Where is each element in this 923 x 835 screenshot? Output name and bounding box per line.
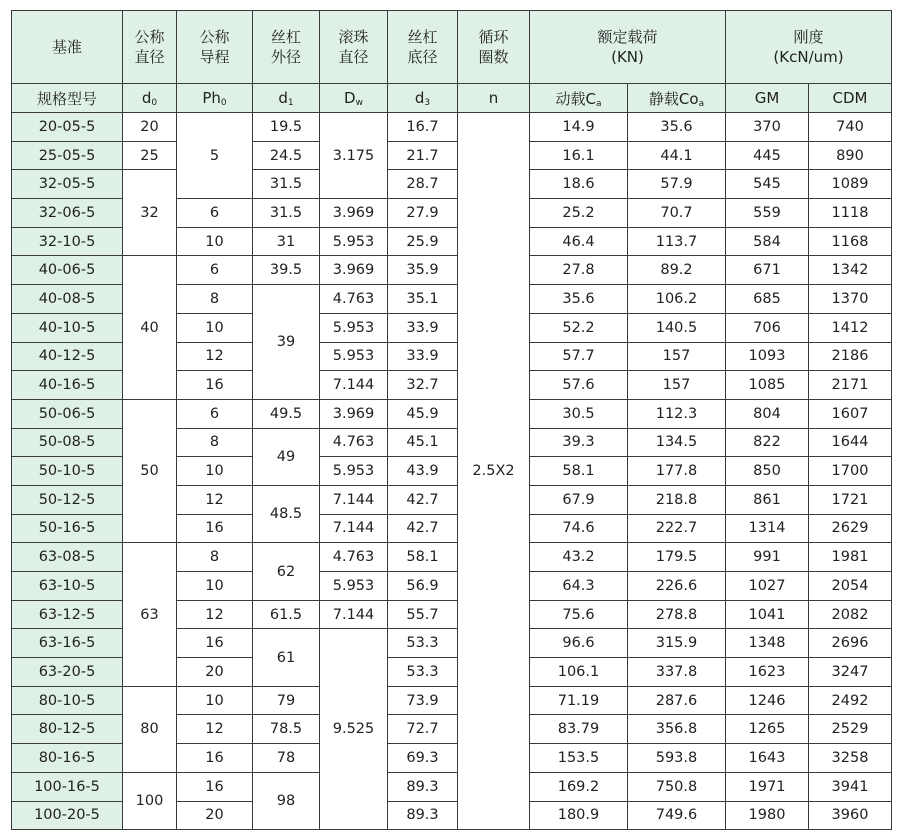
cell-lead: 16	[177, 371, 253, 400]
table-row	[12, 256, 892, 285]
cell-nominal-diameter: 40	[123, 256, 177, 399]
cell-gm: 1314	[726, 514, 809, 543]
table-row	[12, 113, 892, 142]
cell-root-diameter: 28.7	[388, 170, 458, 199]
cell-root-diameter: 55.7	[388, 600, 458, 629]
cell-static-load: 140.5	[628, 313, 726, 342]
cell-gm: 1971	[726, 772, 809, 801]
cell-dynamic-load: 57.7	[530, 342, 628, 371]
cell-model: 40-16-5	[12, 371, 123, 400]
cell-lead: 10	[177, 457, 253, 486]
cell-model: 32-05-5	[12, 170, 123, 199]
cell-cdm: 2629	[809, 514, 892, 543]
cell-static-load: 278.8	[628, 600, 726, 629]
cell-root-diameter: 43.9	[388, 457, 458, 486]
cell-nominal-diameter: 25	[123, 141, 177, 170]
subheader-gm	[726, 84, 809, 113]
subheader-d0	[123, 84, 177, 113]
subheader-subscript: 0	[151, 97, 158, 108]
cell-gm: 685	[726, 285, 809, 314]
subheader-text: GM	[754, 89, 780, 107]
cell-lead: 10	[177, 227, 253, 256]
cell-dynamic-load: 71.19	[530, 686, 628, 715]
cell-gm: 861	[726, 485, 809, 514]
cell-dynamic-load: 30.5	[530, 399, 628, 428]
table-body	[12, 113, 892, 830]
cell-root-diameter: 69.3	[388, 744, 458, 773]
cell-outer-diameter: 39	[253, 285, 320, 400]
cell-lead: 10	[177, 572, 253, 601]
subheader-text: D	[344, 88, 356, 107]
cell-lead: 20	[177, 658, 253, 687]
cell-root-diameter: 35.9	[388, 256, 458, 285]
cell-static-load: 287.6	[628, 686, 726, 715]
cell-root-diameter: 89.3	[388, 772, 458, 801]
cell-gm: 706	[726, 313, 809, 342]
subheader-subscript: 0	[220, 97, 227, 108]
cell-static-load: 177.8	[628, 457, 726, 486]
cell-static-load: 226.6	[628, 572, 726, 601]
subheader-n	[458, 84, 530, 113]
cell-outer-diameter: 31.5	[253, 170, 320, 199]
header-stiffness	[726, 11, 892, 84]
header-line: (KN)	[611, 48, 644, 66]
table-row	[12, 170, 892, 199]
subheader-subscript: w	[355, 97, 363, 108]
cell-ball-diameter: 7.144	[320, 371, 388, 400]
cell-model: 50-16-5	[12, 514, 123, 543]
cell-lead: 6	[177, 199, 253, 228]
header-row-2	[12, 84, 892, 113]
subheader-text: 规格型号	[36, 89, 97, 108]
header-line: 丝杠	[407, 28, 438, 46]
cell-lead: 8	[177, 285, 253, 314]
subheader-subscript: a	[595, 98, 602, 109]
header-nominal-diameter	[123, 11, 177, 84]
cell-ball-diameter: 3.969	[320, 199, 388, 228]
cell-static-load: 89.2	[628, 256, 726, 285]
cell-lead: 8	[177, 543, 253, 572]
cell-root-diameter: 42.7	[388, 485, 458, 514]
subheader-text: Ph	[202, 88, 221, 107]
cell-gm: 1027	[726, 572, 809, 601]
header-ball-diameter	[320, 11, 388, 84]
cell-dynamic-load: 75.6	[530, 600, 628, 629]
cell-nominal-diameter: 100	[123, 772, 177, 829]
header-line: 基准	[51, 38, 82, 56]
cell-model: 80-16-5	[12, 744, 123, 773]
cell-cdm: 740	[809, 113, 892, 142]
cell-ball-diameter: 5.953	[320, 572, 388, 601]
cell-ball-diameter: 9.525	[320, 629, 388, 830]
table-row	[12, 141, 892, 170]
cell-nominal-diameter: 50	[123, 399, 177, 542]
cell-dynamic-load: 27.8	[530, 256, 628, 285]
cell-outer-diameter: 19.5	[253, 113, 320, 142]
cell-cdm: 890	[809, 141, 892, 170]
cell-outer-diameter: 78.5	[253, 715, 320, 744]
cell-gm: 804	[726, 399, 809, 428]
header-line: 公称	[134, 28, 165, 46]
cell-cdm: 1607	[809, 399, 892, 428]
cell-outer-diameter: 79	[253, 686, 320, 715]
cell-root-diameter: 89.3	[388, 801, 458, 830]
cell-static-load: 112.3	[628, 399, 726, 428]
cell-static-load: 749.6	[628, 801, 726, 830]
cell-root-diameter: 16.7	[388, 113, 458, 142]
cell-model: 100-16-5	[12, 772, 123, 801]
cell-root-diameter: 32.7	[388, 371, 458, 400]
cell-outer-diameter: 98	[253, 772, 320, 829]
cell-dynamic-load: 58.1	[530, 457, 628, 486]
cell-cdm: 2054	[809, 572, 892, 601]
cell-lead: 6	[177, 399, 253, 428]
cell-static-load: 337.8	[628, 658, 726, 687]
header-line: 公称	[199, 28, 230, 46]
cell-ball-diameter: 3.969	[320, 399, 388, 428]
cell-dynamic-load: 64.3	[530, 572, 628, 601]
cell-cdm: 3247	[809, 658, 892, 687]
cell-model: 20-05-5	[12, 113, 123, 142]
cell-gm: 545	[726, 170, 809, 199]
cell-cdm: 3258	[809, 744, 892, 773]
header-line: 外径	[270, 48, 301, 66]
cell-root-diameter: 45.9	[388, 399, 458, 428]
cell-model: 50-12-5	[12, 485, 123, 514]
cell-root-diameter: 25.9	[388, 227, 458, 256]
cell-gm: 584	[726, 227, 809, 256]
subheader-subscript: 1	[287, 97, 294, 108]
cell-model: 40-06-5	[12, 256, 123, 285]
cell-root-diameter: 33.9	[388, 342, 458, 371]
cell-model: 63-16-5	[12, 629, 123, 658]
cell-static-load: 57.9	[628, 170, 726, 199]
table-row	[12, 686, 892, 715]
cell-cdm: 1342	[809, 256, 892, 285]
cell-model: 80-10-5	[12, 686, 123, 715]
cell-cdm: 1089	[809, 170, 892, 199]
header-line: 刚度	[793, 28, 824, 46]
header-nominal-lead	[177, 11, 253, 84]
cell-gm: 1093	[726, 342, 809, 371]
header-line: 圈数	[478, 48, 509, 66]
cell-outer-diameter: 78	[253, 744, 320, 773]
subheader-text: 动载C	[555, 89, 596, 108]
cell-outer-diameter: 62	[253, 543, 320, 600]
cell-gm: 559	[726, 199, 809, 228]
cell-root-diameter: 45.1	[388, 428, 458, 457]
cell-root-diameter: 58.1	[388, 543, 458, 572]
subheader-d3	[388, 84, 458, 113]
header-line: 循环	[478, 28, 509, 46]
cell-root-diameter: 21.7	[388, 141, 458, 170]
header-screw-outer-diameter	[253, 11, 320, 84]
subheader-d1	[253, 84, 320, 113]
cell-model: 63-12-5	[12, 600, 123, 629]
cell-nominal-diameter: 80	[123, 686, 177, 772]
spec-table-container	[11, 10, 892, 830]
cell-lead: 10	[177, 313, 253, 342]
cell-static-load: 70.7	[628, 199, 726, 228]
cell-cdm: 2082	[809, 600, 892, 629]
cell-ball-diameter: 7.144	[320, 600, 388, 629]
cell-cdm: 1118	[809, 199, 892, 228]
cell-gm: 1643	[726, 744, 809, 773]
cell-static-load: 222.7	[628, 514, 726, 543]
cell-cdm: 2529	[809, 715, 892, 744]
header-line: 滚珠	[338, 28, 369, 46]
cell-lead: 6	[177, 256, 253, 285]
subheader-text: d	[141, 88, 152, 107]
header-line: 丝杠	[270, 28, 301, 46]
table-row	[12, 399, 892, 428]
cell-root-diameter: 73.9	[388, 686, 458, 715]
cell-static-load: 593.8	[628, 744, 726, 773]
cell-dynamic-load: 43.2	[530, 543, 628, 572]
cell-cdm: 2171	[809, 371, 892, 400]
cell-ball-diameter: 7.144	[320, 485, 388, 514]
subheader-text: n	[488, 89, 499, 107]
cell-dynamic-load: 153.5	[530, 744, 628, 773]
cell-nominal-diameter: 63	[123, 543, 177, 686]
cell-circulation-turns: 2.5X2	[458, 113, 530, 830]
cell-root-diameter: 27.9	[388, 199, 458, 228]
cell-static-load: 134.5	[628, 428, 726, 457]
header-row-1	[12, 11, 892, 84]
cell-outer-diameter: 24.5	[253, 141, 320, 170]
header-rated-load	[530, 11, 726, 84]
cell-ball-diameter: 5.953	[320, 342, 388, 371]
cell-gm: 370	[726, 113, 809, 142]
cell-static-load: 106.2	[628, 285, 726, 314]
table-row	[12, 772, 892, 801]
subheader-ph0	[177, 84, 253, 113]
cell-ball-diameter: 5.953	[320, 313, 388, 342]
header-circulation-turns	[458, 11, 530, 84]
cell-dynamic-load: 67.9	[530, 485, 628, 514]
cell-ball-diameter: 5.953	[320, 227, 388, 256]
cell-gm: 1246	[726, 686, 809, 715]
cell-model: 40-12-5	[12, 342, 123, 371]
cell-cdm: 2186	[809, 342, 892, 371]
cell-lead: 16	[177, 514, 253, 543]
cell-lead: 20	[177, 801, 253, 830]
cell-dynamic-load: 106.1	[530, 658, 628, 687]
cell-lead: 16	[177, 629, 253, 658]
cell-cdm: 3941	[809, 772, 892, 801]
cell-dynamic-load: 57.6	[530, 371, 628, 400]
cell-dynamic-load: 74.6	[530, 514, 628, 543]
cell-ball-diameter: 3.969	[320, 256, 388, 285]
cell-model: 80-12-5	[12, 715, 123, 744]
cell-root-diameter: 53.3	[388, 658, 458, 687]
cell-gm: 1085	[726, 371, 809, 400]
table-row	[12, 543, 892, 572]
subheader-text: d	[278, 88, 288, 107]
cell-dynamic-load: 52.2	[530, 313, 628, 342]
cell-outer-diameter: 49.5	[253, 399, 320, 428]
cell-gm: 1348	[726, 629, 809, 658]
cell-model: 63-10-5	[12, 572, 123, 601]
cell-static-load: 218.8	[628, 485, 726, 514]
header-line: 直径	[134, 48, 165, 66]
cell-cdm: 1644	[809, 428, 892, 457]
cell-root-diameter: 53.3	[388, 629, 458, 658]
cell-static-load: 35.6	[628, 113, 726, 142]
subheader-subscript: a	[698, 98, 705, 109]
cell-dynamic-load: 46.4	[530, 227, 628, 256]
cell-ball-diameter: 4.763	[320, 543, 388, 572]
cell-lead: 16	[177, 744, 253, 773]
header-line: 底径	[407, 48, 438, 66]
cell-model: 63-20-5	[12, 658, 123, 687]
cell-static-load: 179.5	[628, 543, 726, 572]
cell-outer-diameter: 39.5	[253, 256, 320, 285]
cell-dynamic-load: 180.9	[530, 801, 628, 830]
cell-nominal-diameter: 20	[123, 113, 177, 142]
cell-cdm: 1168	[809, 227, 892, 256]
cell-cdm: 2492	[809, 686, 892, 715]
cell-cdm: 1700	[809, 457, 892, 486]
cell-cdm: 3960	[809, 801, 892, 830]
cell-model: 32-10-5	[12, 227, 123, 256]
cell-dynamic-load: 83.79	[530, 715, 628, 744]
cell-root-diameter: 42.7	[388, 514, 458, 543]
cell-model: 40-08-5	[12, 285, 123, 314]
cell-static-load: 113.7	[628, 227, 726, 256]
cell-lead: 10	[177, 686, 253, 715]
cell-static-load: 356.8	[628, 715, 726, 744]
cell-gm: 822	[726, 428, 809, 457]
cell-static-load: 157	[628, 371, 726, 400]
cell-dynamic-load: 39.3	[530, 428, 628, 457]
cell-cdm: 2696	[809, 629, 892, 658]
cell-model: 63-08-5	[12, 543, 123, 572]
cell-gm: 445	[726, 141, 809, 170]
cell-ball-diameter: 3.175	[320, 113, 388, 199]
cell-cdm: 1412	[809, 313, 892, 342]
cell-lead: 12	[177, 715, 253, 744]
cell-ball-diameter: 5.953	[320, 457, 388, 486]
subheader-static-load	[628, 84, 726, 113]
cell-outer-diameter: 31.5	[253, 199, 320, 228]
cell-model: 25-05-5	[12, 141, 123, 170]
cell-static-load: 750.8	[628, 772, 726, 801]
cell-dynamic-load: 25.2	[530, 199, 628, 228]
cell-lead: 16	[177, 772, 253, 801]
cell-outer-diameter: 61.5	[253, 600, 320, 629]
cell-static-load: 157	[628, 342, 726, 371]
cell-static-load: 315.9	[628, 629, 726, 658]
cell-root-diameter: 33.9	[388, 313, 458, 342]
cell-model: 50-06-5	[12, 399, 123, 428]
cell-model: 32-06-5	[12, 199, 123, 228]
header-line: 直径	[338, 48, 369, 66]
cell-gm: 1041	[726, 600, 809, 629]
cell-root-diameter: 72.7	[388, 715, 458, 744]
cell-dynamic-load: 96.6	[530, 629, 628, 658]
subheader-dw	[320, 84, 388, 113]
header-line: (KcN/um)	[773, 48, 844, 66]
subheader-text: CDM	[832, 89, 868, 107]
cell-cdm: 1370	[809, 285, 892, 314]
cell-model: 100-20-5	[12, 801, 123, 830]
subheader-model	[12, 84, 123, 113]
cell-root-diameter: 56.9	[388, 572, 458, 601]
subheader-cdm	[809, 84, 892, 113]
cell-outer-diameter: 31	[253, 227, 320, 256]
cell-gm: 671	[726, 256, 809, 285]
cell-dynamic-load: 169.2	[530, 772, 628, 801]
cell-gm: 1265	[726, 715, 809, 744]
cell-lead: 12	[177, 600, 253, 629]
cell-gm: 1623	[726, 658, 809, 687]
header-basis	[12, 11, 123, 84]
cell-gm: 1980	[726, 801, 809, 830]
subheader-dynamic-load	[530, 84, 628, 113]
cell-nominal-diameter: 32	[123, 170, 177, 256]
subheader-text: d	[414, 88, 425, 107]
header-line: 额定载荷	[597, 28, 658, 46]
cell-lead: 12	[177, 485, 253, 514]
cell-ball-diameter: 7.144	[320, 514, 388, 543]
cell-outer-diameter: 49	[253, 428, 320, 485]
cell-dynamic-load: 16.1	[530, 141, 628, 170]
cell-root-diameter: 35.1	[388, 285, 458, 314]
cell-lead: 12	[177, 342, 253, 371]
cell-cdm: 1721	[809, 485, 892, 514]
cell-model: 50-08-5	[12, 428, 123, 457]
cell-dynamic-load: 14.9	[530, 113, 628, 142]
subheader-subscript: 3	[424, 97, 431, 108]
subheader-text: 静载Co	[648, 89, 699, 108]
cell-gm: 991	[726, 543, 809, 572]
cell-dynamic-load: 35.6	[530, 285, 628, 314]
cell-dynamic-load: 18.6	[530, 170, 628, 199]
cell-model: 40-10-5	[12, 313, 123, 342]
header-screw-root-diameter	[388, 11, 458, 84]
cell-outer-diameter: 48.5	[253, 485, 320, 542]
cell-gm: 850	[726, 457, 809, 486]
cell-cdm: 1981	[809, 543, 892, 572]
cell-lead: 8	[177, 428, 253, 457]
cell-outer-diameter: 61	[253, 629, 320, 686]
cell-ball-diameter: 4.763	[320, 285, 388, 314]
cell-ball-diameter: 4.763	[320, 428, 388, 457]
cell-model: 50-10-5	[12, 457, 123, 486]
ball-screw-spec-table	[11, 10, 892, 830]
cell-lead: 5	[177, 113, 253, 199]
header-line: 导程	[199, 48, 230, 66]
cell-static-load: 44.1	[628, 141, 726, 170]
